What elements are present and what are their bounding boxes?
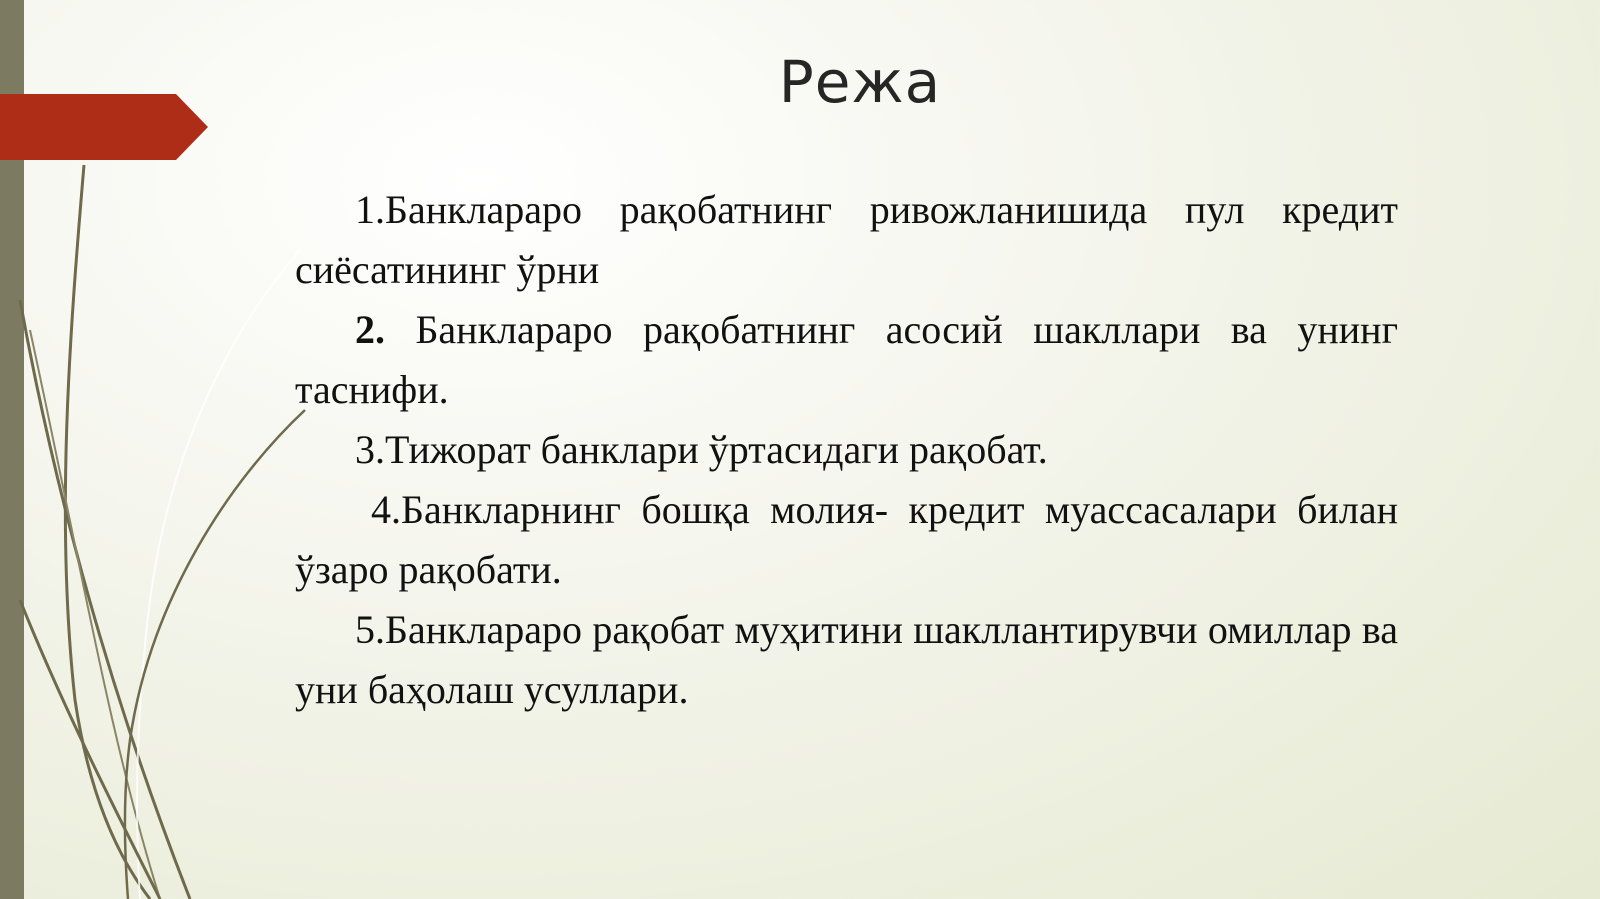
item-number: 5. — [355, 607, 385, 652]
outline-item-5 — [295, 600, 1398, 720]
outline-item-4 — [295, 480, 1398, 600]
item-number: 1. — [355, 187, 385, 232]
outline-item-2 — [295, 300, 1398, 420]
item-text: Банклараро рақобатнинг асосий шакллари ва унинг таснифи. — [295, 307, 1398, 412]
item-text: Банклараро рақобатнинг ривожланишида пул кредит сиёсатининг ўрни — [295, 187, 1398, 292]
item-text: Банкларнинг бошқа молия- кредит муассасалари билан ўзаро рақобати. — [295, 487, 1398, 592]
item-text: Тижорат банклари ўртасидаги рақобат. — [385, 427, 1048, 472]
item-number: 4. — [371, 487, 401, 532]
outline-item-3 — [295, 420, 1398, 480]
item-text: Банклараро рақобат муҳитини шакллантирувчи омиллар ва уни баҳолаш усуллари. — [295, 607, 1398, 712]
outline-item-1 — [295, 180, 1398, 300]
item-number: 3. — [355, 427, 385, 472]
slide-title: Режа — [778, 48, 942, 116]
outline-list — [295, 180, 1398, 720]
item-number: 2. — [355, 307, 385, 352]
